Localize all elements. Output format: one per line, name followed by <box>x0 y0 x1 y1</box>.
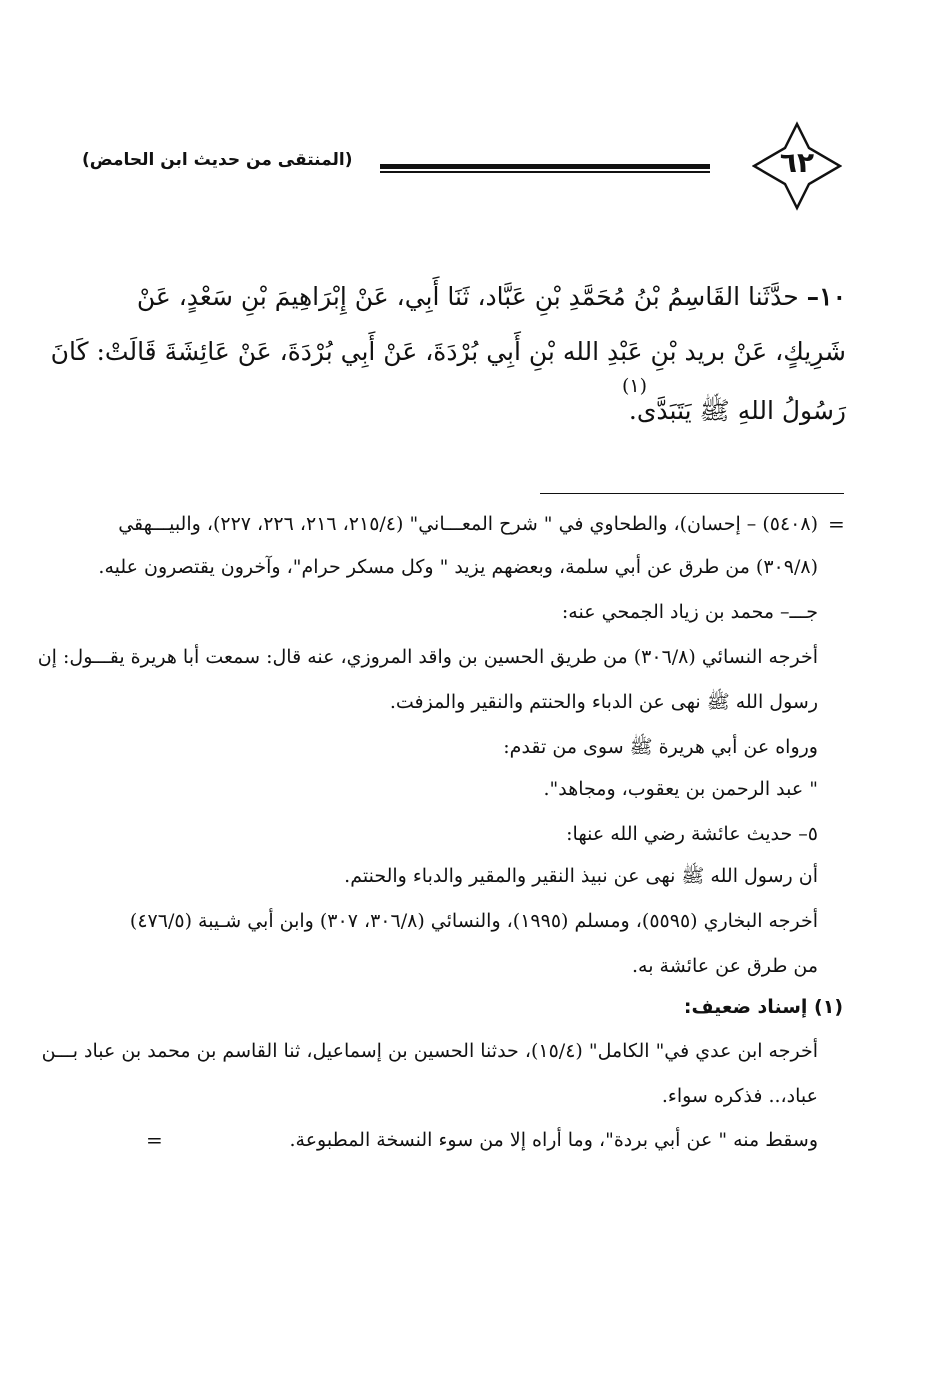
running-header-title: (المنتقى من حديث ابن الحامض) <box>82 150 353 170</box>
footnote-marker: (١) <box>622 375 648 397</box>
footnote-line: (٥٤٠٨) – إحسان)، والطحاوي في " شرح المعـــاني" (٢١٥/٤، ٢١٦، ٢٢٦، ٢٢٧)، والبيـــهقي <box>118 513 818 535</box>
footnote-1-heading: (١) إسناد ضعيف: <box>683 996 843 1018</box>
footnote-line: (٣٠٩/٨) من طرق عن أبي سلمة، وبعضهم يزيد " وكل مسكر حرام"، وآخرون يقتصرون عليه. <box>98 556 818 578</box>
hadith-line-3: رَسُولُ اللهِ ﷺ يَتَبَدَّى. <box>628 396 846 425</box>
continuation-mark: = <box>828 512 845 536</box>
hadith-number: ١٠– <box>806 282 846 311</box>
footnote-1-line: عباد،.. فذكره سواء. <box>661 1085 818 1107</box>
footnote-line: أخرجه البخاري (٥٥٩٥)، ومسلم (١٩٩٥)، والنسائي (٣٠٦/٨، ٣٠٧) وابن أبي شـيبة (٤٧٦/٥) <box>129 910 818 932</box>
header-rule <box>380 164 710 174</box>
page-number: ٦٢ <box>779 146 815 179</box>
footnote-line: ورواه عن أبي هريرة ﷺ سوى من تقدم: <box>503 736 818 758</box>
footnote-separator <box>540 493 844 494</box>
footnote-line: ٥– حديث عائشة رضي الله عنها: <box>566 823 818 845</box>
footnote-line: جـــ– محمد بن زياد الجمحي عنه: <box>561 601 818 623</box>
hadith-line-1 <box>137 282 846 312</box>
footnote-line: أخرجه النسائي (٣٠٦/٨) من طريق الحسين بن واقد المروزي، عنه قال: سمعت أبا هريرة يقـــول: إن <box>37 646 818 668</box>
footnote-1-line: أخرجه ابن عدي في" الكامل" (١٥/٤)، حدثنا الحسين بن إسماعيل، ثنا القاسم بن محمد بن عباد بـــن <box>41 1040 818 1062</box>
hadith-line-2: شَرِيكٍ، عَنْ بريد بْنِ عَبْدِ الله بْنِ أَبِي بُرْدَةَ، عَنْ أَبِي بُرْدَةَ، عَنْ عَائِشَةَ قَالَتْ: كَانَ <box>50 337 846 366</box>
footnote-line: من طرق عن عائشة به. <box>631 955 818 977</box>
footnote-line: " عبد الرحمن بن يعقوب، ومجاهد". <box>543 778 818 800</box>
hadith-text-1: حدَّثَنا القَاسِمُ بْنُ مُحَمَّدِ بْنِ عَبَّاد، ثَنَا أَبِي، عَنْ إِبْرَاهِيمَ بْنِ سَعْدٍ، عَنْ <box>136 282 799 311</box>
footnote-1-line: وسقط منه " عن أبي بردة"، وما أراه إلا من سوء النسخة المطبوعة. <box>289 1129 818 1151</box>
continued-mark: = <box>146 1128 163 1152</box>
footnote-line: رسول الله ﷺ نهى عن الدباء والحنتم والنقير والمزفت. <box>389 691 818 713</box>
footnote-line: أن رسول الله ﷺ نهى عن نبيذ النقير والمقير والدباء والحنتم. <box>344 865 818 887</box>
